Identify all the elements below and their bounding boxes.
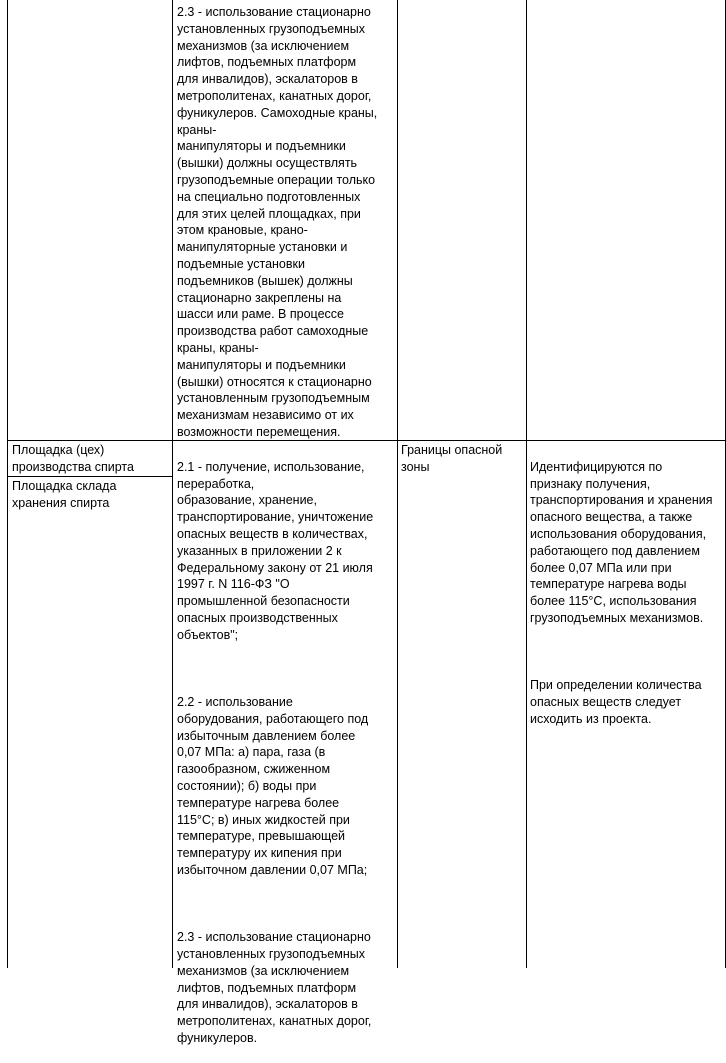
table-cell-boundary: Границы опасной зоны <box>401 443 503 474</box>
table-cell-criteria <box>177 442 395 1063</box>
table-cell-site-production: Площадка (цех) производства спирта <box>12 443 134 474</box>
table-column-divider <box>397 0 398 968</box>
criteria-item-2-1: 2.1 - получение, использование, переработка, образование, хранение, транспортирование, уничтожение опасных веществ в количествах, указанных в приложении 2 к Федеральному закону от 21 июля 1997 г. N 116-ФЗ "О промышленной безопасности опасных производственных объектов"; <box>177 459 374 642</box>
table-cell-site-storage: Площадка склада хранения спирта <box>12 479 117 510</box>
note-identification: Идентифицируются по признаку получения, транспортирования и хранения опасного вещества, а также использования оборудования, работающего под давлением более 0,07 МПа или при температуре нагрева воды более 115°С, использования грузоподъемных механизмов. <box>530 459 713 625</box>
table-subrow-divider <box>7 476 172 477</box>
table-column-divider <box>526 0 527 968</box>
criteria-item-2-3: 2.3 - использование стационарно установленных грузоподъемных механизмов (за исключением лифтов, подъемных платформ для инвалидов), эскалаторов в метрополитенах, канатных дорог, фуникулеров. <box>177 930 372 1045</box>
table-cell-notes <box>530 442 724 744</box>
table-border-left <box>7 0 8 968</box>
criteria-item-2-2: 2.2 - использование оборудования, работающего под избыточным давлением более 0,07 МПа: а) пара, газа (в газообразном, сжиженном состоянии); б) воды при температуре нагрева более 115°С; в) иных жидкостей при температуре, превышающей температуру их кипения при избыточном давлении 0,07 МПа; <box>177 694 369 877</box>
note-quantity: При определении количества опасных веществ следует исходить из проекта. <box>530 678 702 726</box>
table-column-divider <box>172 0 173 968</box>
table-cell-criteria-continued: 2.3 - использование стационарно установленных грузоподъемных механизмов (за исключением лифтов, подъемных платформ для инвалидов), эскалаторов в метрополитенах, канатных дорог, фуникулеров. Самоходные краны, краны- манипуляторы и подъемники (вышки) должны осуществлять грузоподъемные операции только на специально подготовленных для этих целей площадках, при этом крановые, крано- манипуляторные установки и подъемные установки подъемников (вышек) должны стационарно закреплены на шасси или раме. В процессе производства работ самоходные краны, краны- манипуляторы и подъемники (вышки) относятся к стационарно установленным грузоподъемным механизмам независимо от их возможности перемещения. <box>177 5 378 439</box>
